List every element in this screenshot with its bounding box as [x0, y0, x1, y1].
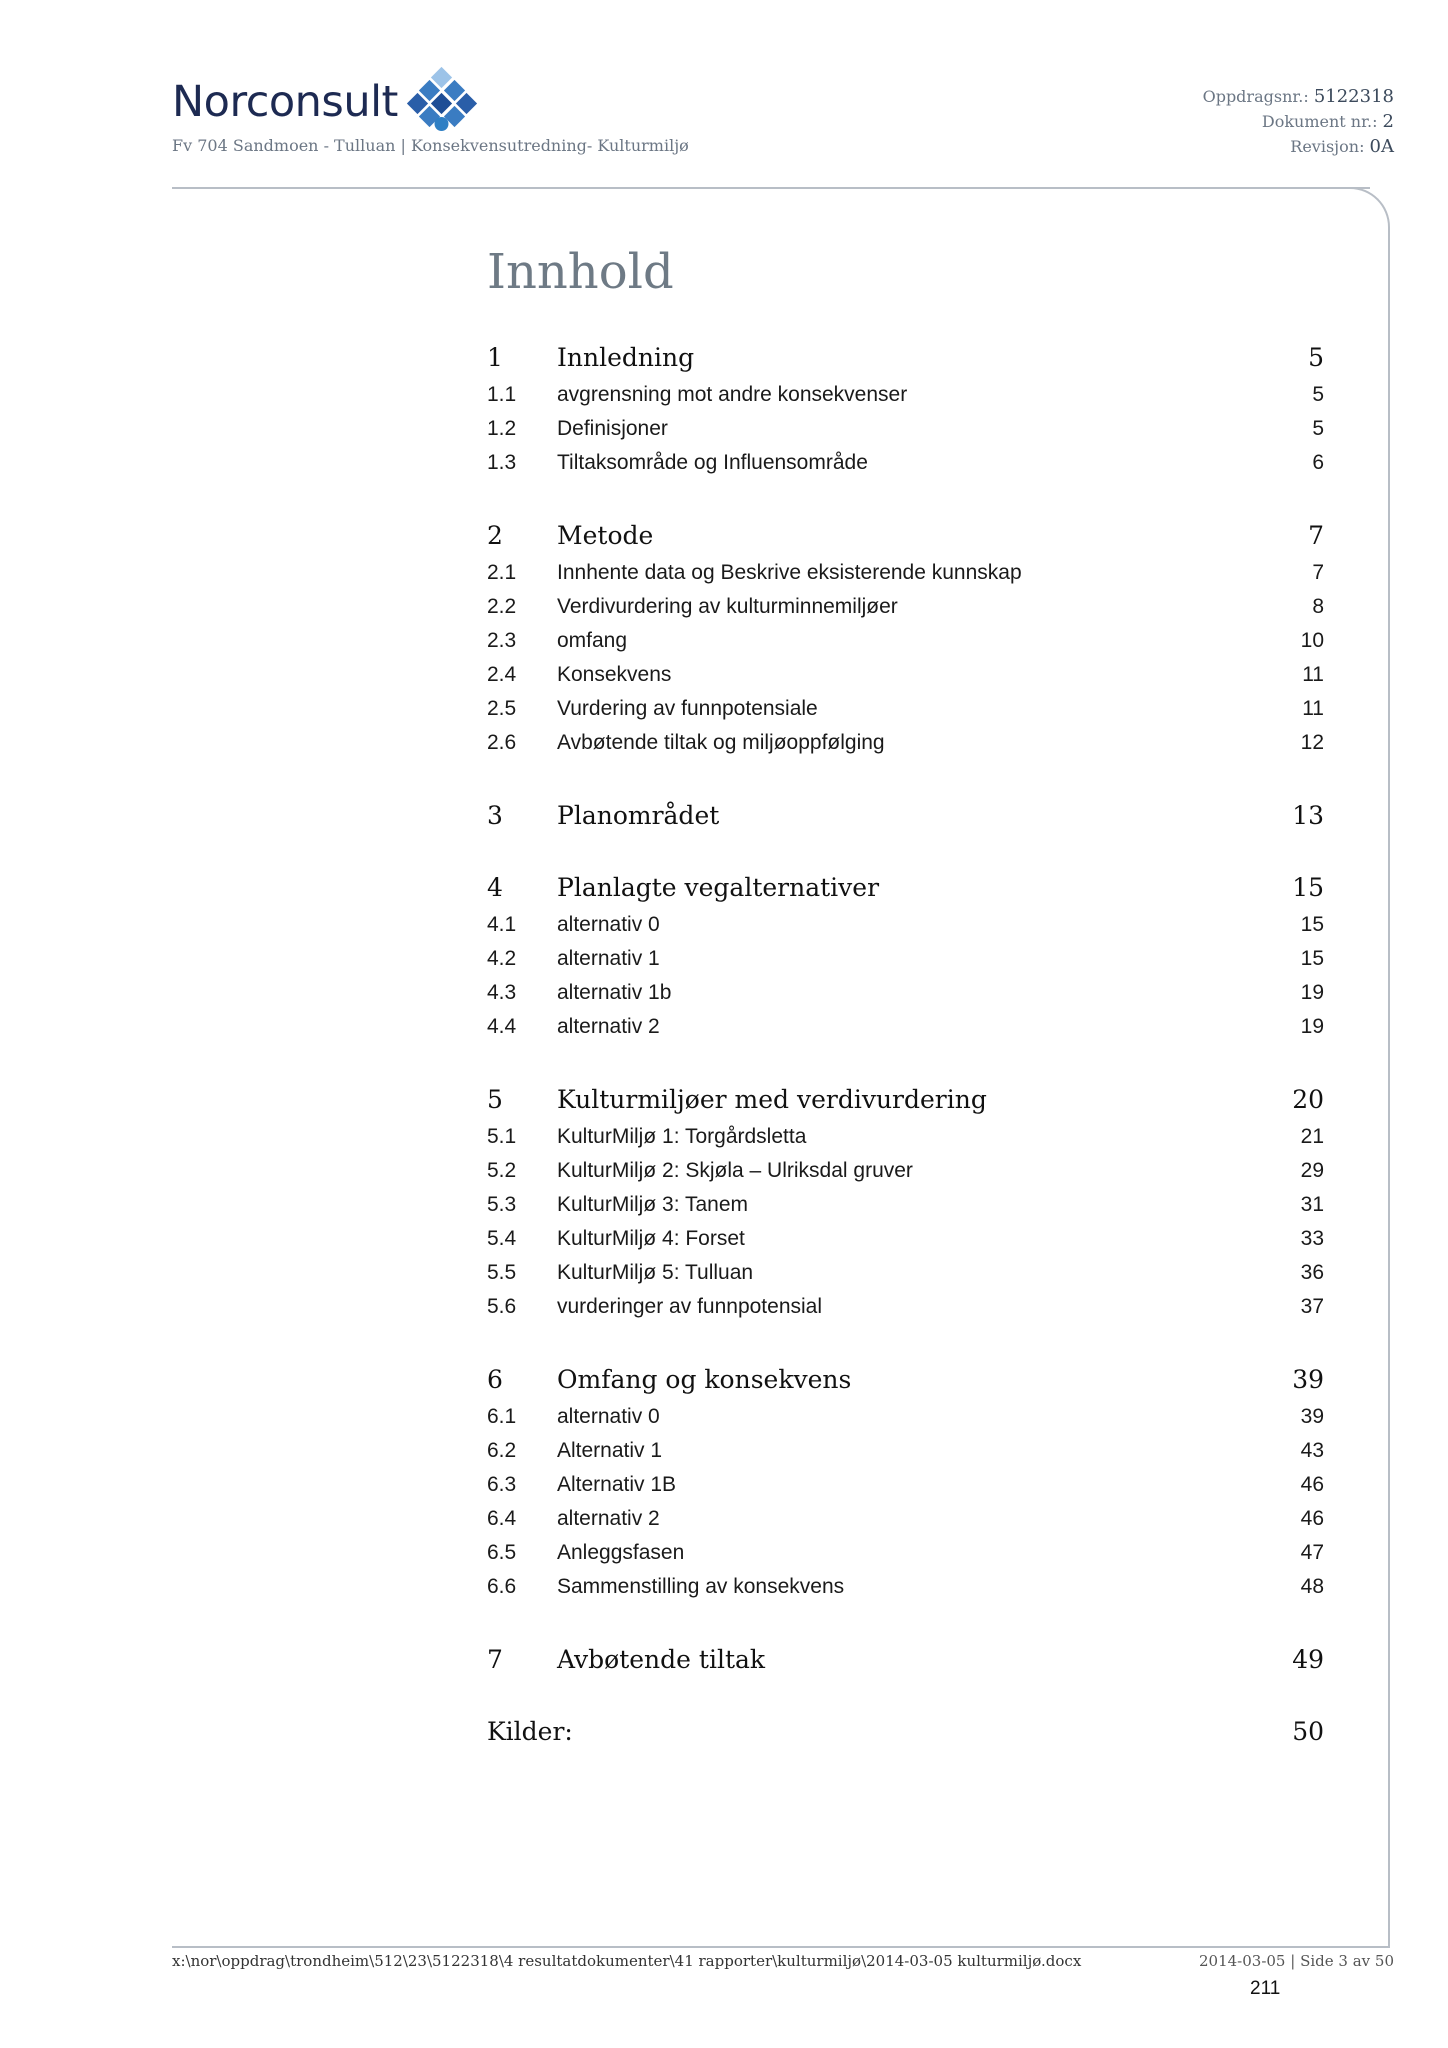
toc-section[interactable]	[487, 1642, 1324, 1676]
frame-bottom-line	[172, 1946, 1390, 1948]
toc-subsection[interactable]	[487, 412, 1324, 446]
toc-page: 39	[1292, 1364, 1324, 1394]
frame-top-line	[172, 187, 1370, 189]
toc-subsection[interactable]	[487, 1120, 1324, 1154]
toc-label: Alternativ 1	[557, 1439, 663, 1462]
toc-subsection[interactable]	[487, 1290, 1324, 1324]
toc-page: 15	[1300, 913, 1324, 936]
toc-label: Planlagte vegalternativer	[557, 872, 880, 902]
toc-label: KulturMiljø 4: Forset	[557, 1227, 745, 1250]
toc-page: 39	[1300, 1405, 1324, 1428]
revision: Revisjon: 0A	[1290, 136, 1394, 157]
toc-subsection[interactable]	[487, 378, 1324, 412]
toc-subsection[interactable]	[487, 556, 1324, 590]
toc-label: Konsekvens	[557, 663, 672, 686]
toc-label: KulturMiljø 2: Skjøla – Ulriksdal gruver	[557, 1159, 913, 1182]
document-subtitle: Fv 704 Sandmoen - Tulluan | Konsekvensutredning- Kulturmiljø	[172, 136, 689, 155]
toc-label: alternativ 2	[557, 1507, 660, 1530]
toc-section[interactable]	[487, 1082, 1324, 1116]
toc-page: 33	[1300, 1227, 1324, 1250]
toc-page: 19	[1300, 1015, 1324, 1038]
footer-page-label: Side 3 av 50	[1300, 1952, 1394, 1970]
toc-number: 1.3	[487, 451, 517, 474]
toc-label: avgrensning mot andre konsekvenser	[557, 383, 908, 406]
toc-number: 6	[487, 1364, 503, 1394]
toc-page: 6	[1312, 451, 1324, 474]
toc-number: 2.1	[487, 561, 517, 584]
toc-page: 37	[1300, 1295, 1324, 1318]
toc-label: Kulturmiljøer med verdivurdering	[557, 1084, 987, 1114]
toc-page: 36	[1300, 1261, 1324, 1284]
toc-page: 12	[1300, 731, 1324, 754]
footer-separator: |	[1290, 1952, 1296, 1970]
toc-label: Definisjoner	[557, 417, 668, 440]
toc-page: 7	[1308, 520, 1324, 550]
toc-page: 20	[1292, 1084, 1324, 1114]
toc-number: 6.2	[487, 1439, 517, 1462]
toc-label: Innhente data og Beskrive eksisterende kunnskap	[557, 561, 1022, 584]
toc-section[interactable]	[487, 870, 1324, 904]
toc-page: 11	[1302, 663, 1324, 686]
toc-subsection[interactable]	[487, 624, 1324, 658]
toc-number: 5.3	[487, 1193, 517, 1216]
toc-number: 2.2	[487, 595, 517, 618]
toc-page: 7	[1312, 561, 1324, 584]
toc-page: 13	[1292, 800, 1324, 830]
toc-subsection[interactable]	[487, 1536, 1324, 1570]
toc-number: 2.4	[487, 663, 517, 686]
toc-label: Tiltaksområde og Influensområde	[557, 451, 868, 474]
toc-number: 5.4	[487, 1227, 517, 1250]
toc-label: Alternativ 1B	[557, 1473, 677, 1496]
toc-number: 6.6	[487, 1575, 517, 1598]
toc-label: Innledning	[557, 342, 695, 372]
toc-label: alternativ 1	[557, 947, 660, 970]
toc-number: 4.1	[487, 913, 517, 936]
toc-subsection[interactable]	[487, 908, 1324, 942]
toc-label: KulturMiljø 1: Torgårdsletta	[557, 1125, 807, 1148]
toc-subsection[interactable]	[487, 1222, 1324, 1256]
toc-number: 5.2	[487, 1159, 517, 1182]
frame-right-line	[1388, 240, 1390, 1948]
toc-number: 2.3	[487, 629, 517, 652]
logo-text: Norconsult	[172, 77, 398, 127]
toc-label: KulturMiljø 3: Tanem	[557, 1193, 749, 1216]
toc-number: 5.5	[487, 1261, 517, 1284]
toc-page: 46	[1300, 1473, 1324, 1496]
toc-label: alternativ 2	[557, 1015, 660, 1038]
toc-number: 4.3	[487, 981, 517, 1004]
toc-number: 1.2	[487, 417, 517, 440]
toc-page: 43	[1300, 1439, 1324, 1462]
document-number: Dokument nr.: 2	[1261, 111, 1394, 132]
toc-subsection[interactable]	[487, 942, 1324, 976]
toc-number: 1.1	[487, 383, 517, 406]
toc-subsection[interactable]	[487, 590, 1324, 624]
toc-page: 47	[1300, 1541, 1324, 1564]
toc-label: Verdivurdering av kulturminnemiljøer	[557, 595, 898, 618]
toc-page: 21	[1300, 1125, 1324, 1148]
toc-label: KulturMiljø 5: Tulluan	[557, 1261, 754, 1284]
toc-section[interactable]	[487, 340, 1324, 374]
toc-label: alternativ 0	[557, 1405, 660, 1428]
toc-page: 50	[1292, 1716, 1324, 1746]
toc-label: Kilder:	[487, 1716, 573, 1746]
toc-number: 6.5	[487, 1541, 517, 1564]
toc-section[interactable]	[487, 518, 1324, 552]
toc-label: omfang	[557, 629, 628, 652]
toc-number: 3	[487, 800, 503, 830]
toc-number: 6.3	[487, 1473, 517, 1496]
toc-subsection[interactable]	[487, 1154, 1324, 1188]
toc-label: alternativ 1b	[557, 981, 672, 1004]
toc-number: 2.5	[487, 697, 517, 720]
toc-label: Planområdet	[557, 800, 720, 830]
toc-label: Sammenstilling av konsekvens	[557, 1575, 845, 1598]
toc-label: Avbøtende tiltak og miljøoppfølging	[557, 731, 885, 754]
toc-number: 6.4	[487, 1507, 517, 1530]
toc-page: 48	[1300, 1575, 1324, 1598]
toc-subsection[interactable]	[487, 1434, 1324, 1468]
toc-number: 5.6	[487, 1295, 517, 1318]
toc-number: 4.4	[487, 1015, 517, 1038]
toc-page: 29	[1300, 1159, 1324, 1182]
toc-label: Metode	[557, 520, 654, 550]
assignment-number: Oppdragsnr.: 5122318	[1202, 86, 1394, 107]
file-path: x:\nor\oppdrag\trondheim\512\23\5122318\4 resultatdokumenter\41 rapporter\kulturmiljø\2014-03-05 kulturmiljø.docx	[172, 1952, 1082, 1970]
toc-subsection[interactable]	[487, 692, 1324, 726]
toc-page: 5	[1308, 342, 1324, 372]
toc-number: 6.1	[487, 1405, 517, 1428]
toc-title: Innhold	[487, 244, 674, 300]
toc-number: 7	[487, 1644, 503, 1674]
toc-label: Omfang og konsekvens	[557, 1364, 852, 1394]
toc-section[interactable]	[487, 1714, 1324, 1748]
toc-page: 11	[1302, 697, 1324, 720]
footer-date-page	[1199, 1952, 1394, 1970]
toc-page: 5	[1312, 417, 1324, 440]
toc-number: 2.6	[487, 731, 517, 754]
footer-date: 2014-03-05	[1198, 1952, 1286, 1970]
page-number: 211	[1250, 1978, 1281, 1999]
toc-subsection[interactable]	[487, 1256, 1324, 1290]
toc-page: 15	[1292, 872, 1324, 902]
company-logo	[172, 72, 484, 132]
toc-subsection[interactable]	[487, 1502, 1324, 1536]
toc-subsection[interactable]	[487, 446, 1324, 480]
toc-number: 5	[487, 1084, 503, 1114]
toc-page: 5	[1312, 383, 1324, 406]
toc-number: 4	[487, 872, 503, 902]
document-meta	[1203, 84, 1394, 159]
toc-page: 15	[1300, 947, 1324, 970]
toc-subsection[interactable]	[487, 1468, 1324, 1502]
toc-page: 10	[1300, 629, 1324, 652]
toc-number: 5.1	[487, 1125, 517, 1148]
toc-number: 1	[487, 342, 503, 372]
toc-section[interactable]	[487, 798, 1324, 832]
toc-page: 46	[1300, 1507, 1324, 1530]
toc-subsection[interactable]	[487, 1570, 1324, 1604]
toc-subsection[interactable]	[487, 1400, 1324, 1434]
toc-label: Anleggsfasen	[557, 1541, 685, 1564]
toc-label: vurderinger av funnpotensial	[557, 1295, 823, 1318]
frame-corner	[1330, 187, 1390, 247]
toc-label: Avbøtende tiltak	[557, 1644, 766, 1674]
toc-subsection[interactable]	[487, 1010, 1324, 1044]
toc-label: Vurdering av funnpotensiale	[557, 697, 818, 720]
norconsult-diamond-icon	[404, 66, 484, 132]
toc-number: 2	[487, 520, 503, 550]
toc-subsection[interactable]	[487, 726, 1324, 760]
toc-page: 19	[1300, 981, 1324, 1004]
toc-page: 8	[1312, 595, 1324, 618]
toc-subsection[interactable]	[487, 976, 1324, 1010]
toc-subsection[interactable]	[487, 658, 1324, 692]
toc-number: 4.2	[487, 947, 517, 970]
toc-page: 49	[1292, 1644, 1324, 1674]
toc-label: alternativ 0	[557, 913, 660, 936]
toc-subsection[interactable]	[487, 1188, 1324, 1222]
toc-page: 31	[1300, 1193, 1324, 1216]
toc-section[interactable]	[487, 1362, 1324, 1396]
